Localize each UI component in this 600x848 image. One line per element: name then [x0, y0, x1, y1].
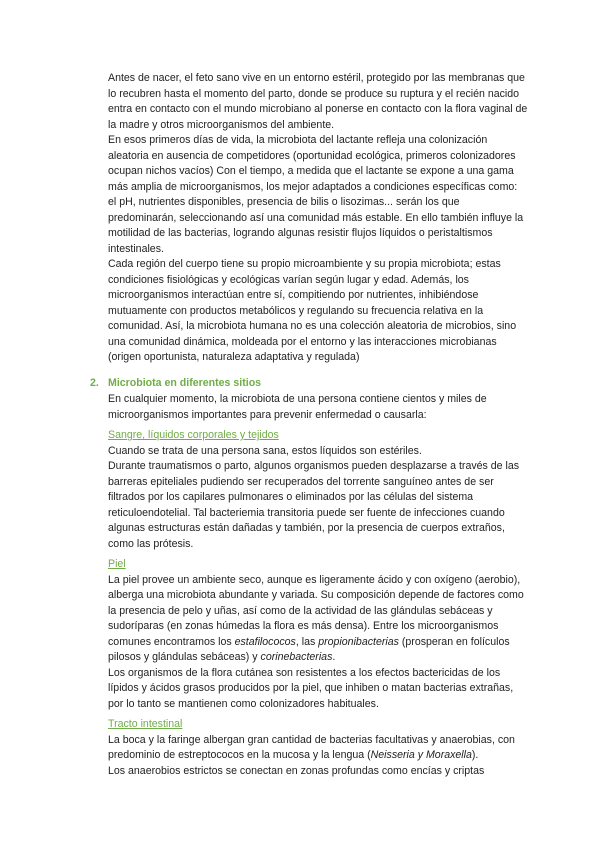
piel-paragraph: Los organismos de la flora cutánea son resistentes a los efectos bactericidas de los lípidos y ácidos grasos producidos por la piel, que inhiben o matan bacterias extrañas, por lo tanto se mantienen como colonizadores habituales.: [108, 666, 514, 710]
document-body: [90, 71, 528, 779]
subheading-sangre: Sangre, líquidos corporales y tejidos: [108, 429, 279, 441]
subheading-piel: Piel: [108, 558, 126, 570]
sangre-paragraph: Durante traumatismos o parto, algunos organismos pueden desplazarse a través de las barreras epiteliales pudiendo ser recuperados del torrente sanguíneo antes de ser filtrados por los capilares pulmonares o eliminados por las células del sistema reticuloendotelial. Tal bacteriemia transitoria puede ser fuente de infecciones cuando algunas estructuras están dañadas y también, por la presencia de cuerpos extraños, como las prótesis.: [108, 460, 520, 550]
subheading-tracto-intestinal: Tracto intestinal: [108, 718, 183, 730]
sangre-paragraph: Cuando se trata de una persona sana, estos líquidos son estériles.: [108, 444, 422, 457]
term-estafilococos: estafilococos: [234, 635, 296, 648]
tracto-paragraph: Los anaerobios estrictos se conectan en zonas profundas como encías y criptas: [108, 764, 485, 777]
section-number: 2.: [90, 376, 99, 389]
section-title: Microbiota en diferentes sitios: [108, 376, 262, 389]
intro-paragraph: Antes de nacer, el feto sano vive en un entorno estéril, protegido por las membranas que lo recubren hasta el momento del parto, donde se produce su ruptura y el recién nacido entra en contacto con el mundo microbiano al ponerse en contacto con la flora vaginal de la madre y otros microorganismos del ambiente.: [108, 72, 528, 131]
term-propionibacterias: propionibacterias: [318, 635, 399, 648]
term-corinebacterias: corinebacterias: [260, 651, 333, 663]
intro-paragraph: Cada región del cuerpo tiene su propio microambiente y su propia microbiota; estas condiciones fisiológicas y ecológicas varían según lugar y edad. Además, los microorganismos interactúan entre sí, compitiendo por nutrientes, inhibiéndose mutuamente con productos metabólicos y regulando su frecuencia relativa en la comunidad. Así, la microbiota humana no es una colección aleatoria de microbios, sino una comunidad dinámica, moldeada por el entorno y las interacciones microbianas (origen oportunista, naturaleza adaptativa y regulada): [108, 258, 517, 363]
section-heading: [90, 376, 528, 392]
piel-paragraph: La piel provee un ambiente seco, aunque es ligeramente ácido y con oxígeno (aerobio), alberga una microbiota abundante y variada. Su composición depende de factores como la presencia de pelo y uñas, así como de la actividad de las glándulas sebáceas y sudoríparas (en zonas húmedas la flora es más densa). Entre los microorganismos comunes encontramos los estafilococos, las propionibacterias (prosperan en folículos pilosos y glándulas sebáceas) y corinebacterias.: [108, 573, 524, 663]
intro-paragraph: En esos primeros días de vida, la microbiota del lactante refleja una colonización aleatoria en ausencia de competidores (oportunidad ecológica, primeros colonizadores ocupan nichos vacíos) Con el tiempo, a medida que el lactante se expone a una gama más amplia de microorganismos, los mejor adaptados a condiciones específicas como: el pH, nutrientes disponibles, presencia de bilis o lisozimas... serán los que predominarán, seleccionando así una comunidad más estable. En ello también influye la motilidad de las bacterias, logrando algunas resistir flujos líquidos o peristaltismos intestinales.: [108, 134, 524, 255]
section-intro: En cualquier momento, la microbiota de una persona contiene cientos y miles de microorganismos importantes para prevenir enfermedad o causarla:: [108, 393, 487, 421]
tracto-paragraph: La boca y la faringe albergan gran cantidad de bacterias facultativas y anaerobias, con predominio de estreptococos en la mucosa y la lengua (Neisseria y Moraxella).: [108, 733, 515, 761]
term-neisseria-moraxella: Neisseria y Moraxella: [370, 749, 472, 761]
